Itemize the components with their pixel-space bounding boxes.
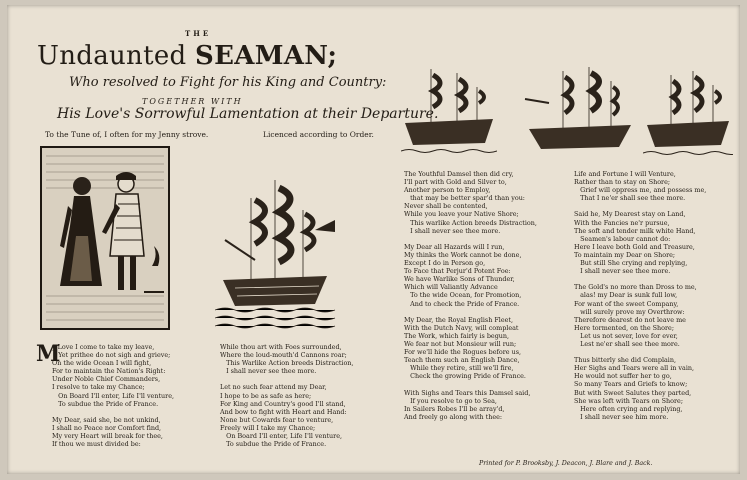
verse-line: While you leave your Native Shore; [404,210,519,219]
verse-line: While they retire, still we'll fire, [404,364,514,373]
verse-line [52,408,174,416]
verse-line: Said he, My Dearest stay on Land, [574,210,686,219]
verse-line: And freely go along with thee: [404,412,503,421]
drop-cap-m: M [36,341,61,367]
verse-line: For we'll hide the Rogues before us, [404,348,522,357]
verse-line: My Dear all Hazards will I run, [404,242,505,251]
verse-line: The Work, which fairly is begun, [404,331,510,340]
title-undaunted: Undaunted [37,41,196,71]
verse-line: With the Dutch Navy, will compleat [404,323,519,332]
licence-line: Licenced according to Order. [263,130,374,139]
verse-line: My Dear, said she, be not unkind, [52,415,161,424]
verse-line: So many Tears and Griefs to know; [574,380,688,389]
verse-line: The Youthful Damsel then did cry, [404,170,514,178]
verse-line: We have Warlike Sons of Thunder, [404,275,515,284]
verse-line: On Board I'll enter, Life I'll venture, [52,391,175,400]
verse-line: To subdue the Pride of France. [220,440,327,449]
ship-woodcut-3 [643,65,733,157]
verse-line: I shall never see thee more. [404,226,501,235]
verse-line: Yet prithee do not sigh and grieve; [52,351,171,360]
printer-imprint: Printed for P. Brooksby, J. Deacon, J. Blare and J. Back. [479,460,653,467]
verse-line: Except I do in Person go, [404,259,486,268]
verse-line: This Warlike Action breeds Distraction, [220,359,354,368]
verse-line: With the Fancies ne'r pursue, [574,218,670,227]
verse-column-2 [220,343,353,448]
verse-line: Which will Valiantly Advance [404,283,498,292]
verse-line: Here I leave both Gold and Treasure, [574,242,695,251]
verse-line: Teach them such an English Dance, [404,356,520,365]
verse-line: I shall never see him more. [574,412,669,421]
broadside-sheet [7,5,740,474]
verse-line: My thinks the Work cannot be done, [404,250,522,259]
verse-column-3 [404,170,537,421]
verse-line: that may be better spar'd than you: [404,194,525,203]
verse-line: Another person to Employ, [404,186,491,195]
verse-line: Freely will I take my Chance; [220,423,316,432]
verse-line: For to maintain the Nation's Right: [52,367,166,376]
verse-line: If thou we must divided be: [52,440,141,449]
verse-line: He would not suffer her to go, [574,372,672,381]
verse-line: With Sighs and Tears this Damsel said, [404,388,531,397]
verse-line: y Love I come to take my leave, [52,343,155,351]
verse-line [220,375,353,383]
verse-line: Her Sighs and Tears were all in vain, [574,364,695,373]
verse-line: In Sailers Robes I'll be array'd, [404,404,505,413]
verse-line: To Face that Perjur'd Potent Foe: [404,267,511,276]
verse-line: Never shall be contented, [404,202,488,211]
title-subtitle: Who resolved to Fight for his King and Country: [69,75,387,90]
verse-line: But with Sweet Salutes they parted, [574,388,692,397]
verse-line: For King and Country's good I'll stand, [220,399,346,408]
verse-line: We fear not but Monsieur will run; [404,339,517,348]
verse-line: Thus bitterly she did Complain, [574,356,676,365]
tune-line: To the Tune of, I often for my Jenny strove. [45,130,209,139]
verse-line: If you resolve to go to Sea, [404,396,497,405]
verse-line: Here tormented, on the Shore; [574,323,674,332]
verse-line: The soft and tender milk white Hand, [574,226,696,235]
ship-woodcut-large [215,170,342,335]
verse-line: She was left with Tears on Shore; [574,396,683,405]
verse-line [574,348,706,356]
verse-column-4 [574,170,706,421]
title-seaman: SEAMAN; [195,41,338,71]
verse-line: Here often crying and replying, [574,404,683,413]
title-main [37,41,337,71]
verse-line: On the wide Ocean I will fight, [52,359,152,368]
verse-line: While thou art with Foes surrounded, [220,343,342,351]
verse-line: My very Heart will break for thee, [52,432,163,441]
verse-line: Under Noble Chief Commanders, [52,375,161,384]
verse-line: I resolve to take my Chance; [52,383,145,392]
verse-line [404,235,537,243]
verse-line: Seamen's labour cannot do: [574,234,671,243]
ship-woodcut-2 [519,63,637,157]
verse-line: My Dear, the Royal English Fleet, [404,315,513,324]
verse-line: And to check the Pride of France. [404,299,520,308]
title-the: THE [185,29,212,38]
verse-line: Life and Fortune I will Venture, [574,170,676,178]
couple-woodcut [40,146,170,330]
verse-line: Lest ne'er shall see thee more. [574,339,680,348]
verse-line: will surely prove my Overthrow: [574,307,685,316]
verse-line: I shall never see thee more. [220,367,317,376]
verse-line: To maintain my Dear on Shore; [574,250,676,259]
title-lamentation: His Love's Sorrowful Lamentation at their Departure. [57,106,439,122]
verse-line: This warlike Action breeds Distraction, [404,218,537,227]
verse-line: That I ne'er shall see thee more. [574,194,686,203]
ship-woodcut-1 [401,63,497,157]
verse-line: To the wide Ocean, for Promotion, [404,291,522,300]
verse-line [404,308,537,316]
verse-line [574,202,706,210]
verse-line: Where the loud-mouth'd Cannons roar; [220,351,347,360]
verse-line: Let no such fear attend my Dear, [220,383,327,392]
title-together-with: TOGETHER WITH [142,97,243,106]
verse-line: I shall no Peace nor Comfort find, [52,423,162,432]
verse-line: And bow to fight with Heart and Hand: [220,407,347,416]
verse-line: The Gold's no more than Dross to me, [574,283,697,292]
verse-line: Check the growing Pride of France. [404,372,526,381]
verse-line: Let us not sever, love for ever, [574,331,678,340]
verse-line: Therefore dearest do not leave me [574,315,686,324]
verse-line [404,380,537,388]
verse-column-1 [52,343,174,448]
verse-line: On Board I'll enter, Life I'll venture, [220,432,343,441]
verse-line: None but Cowards fear to venture, [220,415,334,424]
verse-line: I hope to be as safe as here; [220,391,312,400]
verse-line: I shall never see thee more. [574,267,671,276]
verse-line: But still She crying and replying, [574,259,688,268]
verse-line [574,275,706,283]
verse-line: For want of the sweet Company, [574,299,679,308]
verse-line: To subdue the Pride of France. [52,399,159,408]
verse-line: alas! my Dear is sunk full low, [574,291,678,300]
verse-line: I'll part with Gold and Silver to, [404,178,507,187]
verse-line: Rather than to stay on Shore; [574,178,671,187]
verse-line: Grief will oppress me, and possess me, [574,186,707,195]
